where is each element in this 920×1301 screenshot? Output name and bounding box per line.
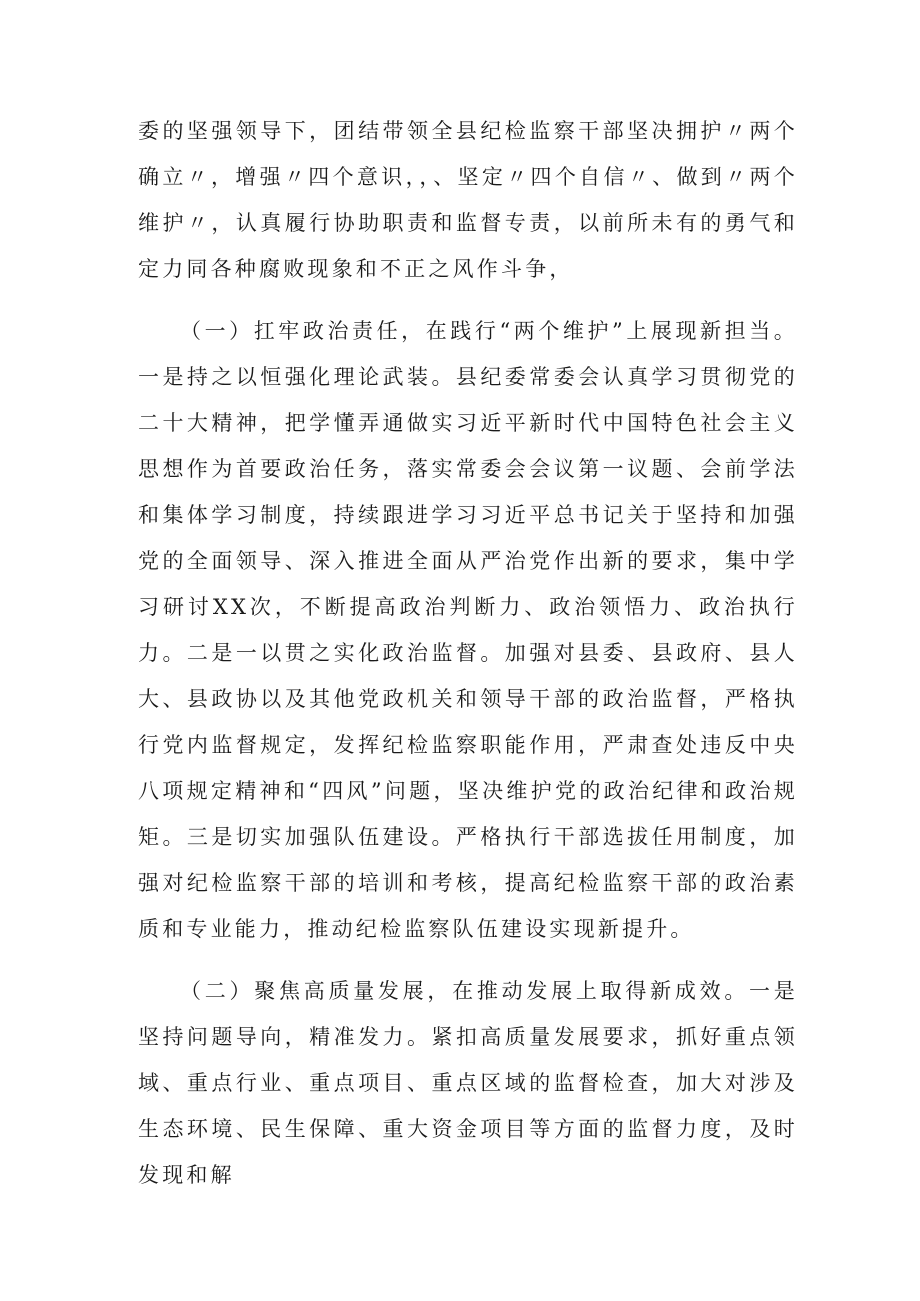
paragraph-section-two: （二）聚焦高质量发展，在推动发展上取得新成效。一是坚持问题导向，精准发力。紧扣高质量发展要求，抓好重点领域、重点行业、重点项目、重点区域的监督检查，加大对涉及生态环境、民生保障、重大资金项目等方面的监督力度，及时发现和解 [138,979,798,1187]
paragraph-gap [138,292,798,308]
document-body [138,108,798,1198]
paragraph-continuation: 委的坚强领导下，团结带领全县纪检监察干部坚决拥护〃两个确立〃，增强〃四个意识，，、坚定〃四个自信〃、做到〃两个维护〃，认真履行协助职责和监督专责，以前所未有的勇气和定力同各种腐败现象和不正之风作斗争， [138,119,798,281]
paragraph-section-one: （一）扛牢政治责任，在践行“两个维护”上展现新担当。一是持之以恒强化理论武装。县纪委常委会认真学习贯彻党的二十大精神，把学懂弄通做实习近平新时代中国特色社会主义思想作为首要政治任务，落实常委会会议第一议题、会前学法和集体学习制度，持续跟进学习习近平总书记关于坚持和加强党的全面领导、深入推进全面从严治党作出新的要求，集中学习研讨XX次，不断提高政治判断力、政治领悟力、政治执行力。二是一以贯之实化政治监督。加强对县委、县政府、县人大、县政协以及其他党政机关和领导干部的政治监督，严格执行党内监督规定，发挥纪检监察职能作用，严肃查处违反中央八项规定精神和“四风”问题，坚决维护党的政治纪律和政治规矩。三是切实加强队伍建设。严格执行干部选拔任用制度，加强对纪检监察干部的培训和考核，提高纪检监察干部的政治素质和专业能力，推动纪检监察队伍建设实现新提升。 [138,319,798,941]
paragraph-gap [138,952,798,968]
